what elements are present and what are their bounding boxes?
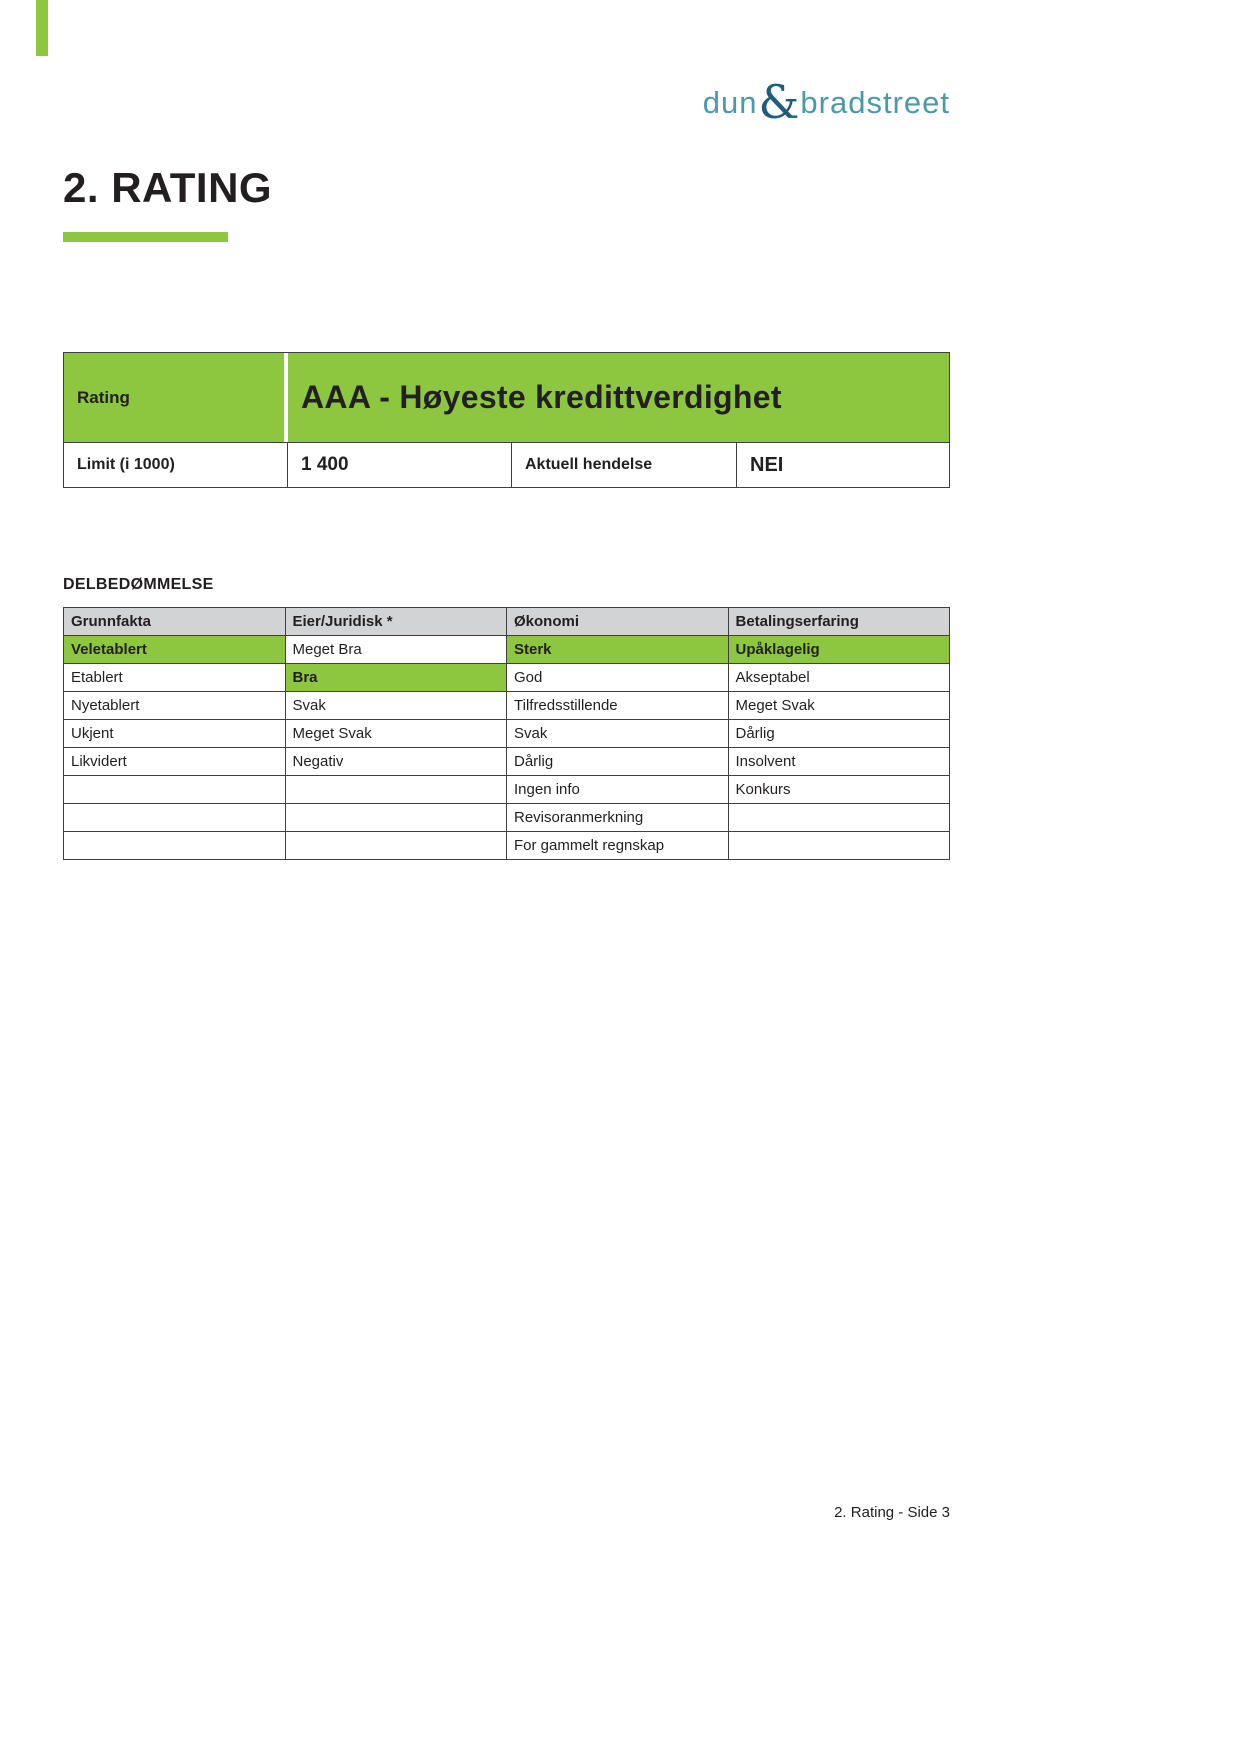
table-cell <box>64 776 286 804</box>
rating-label-cell: Rating <box>64 353 288 442</box>
table-cell <box>729 804 951 832</box>
column-header: Økonomi <box>507 608 729 636</box>
table-cell: Bra <box>286 664 508 692</box>
table-cell: Konkurs <box>729 776 951 804</box>
table-row <box>64 748 950 776</box>
title-underline <box>63 232 228 242</box>
event-value-cell: NEI <box>750 453 784 476</box>
table-cell: Meget Svak <box>286 720 508 748</box>
table-cell <box>286 804 508 832</box>
table-header-row <box>64 608 950 636</box>
table-cell <box>286 832 508 860</box>
table-cell: Nyetablert <box>64 692 286 720</box>
table-cell: Dårlig <box>729 720 951 748</box>
table-cell: Tilfredsstillende <box>507 692 729 720</box>
ampersand-icon: & <box>758 75 800 129</box>
logo-text-dun: dun <box>702 85 758 120</box>
table-cell: Veletablert <box>64 636 286 664</box>
limit-label-cell: Limit (i 1000) <box>64 443 288 487</box>
table-row <box>64 776 950 804</box>
table-cell: Ingen info <box>507 776 729 804</box>
table-cell: Negativ <box>286 748 508 776</box>
table-cell: Upåklagelig <box>729 636 951 664</box>
table-cell <box>64 804 286 832</box>
table-cell <box>64 832 286 860</box>
rating-table-row-2 <box>64 443 949 487</box>
page-footer: 2. Rating - Side 3 <box>834 1504 950 1521</box>
table-cell: Meget Bra <box>286 636 508 664</box>
rating-table <box>63 352 950 488</box>
table-cell <box>286 776 508 804</box>
table-row <box>64 832 950 860</box>
table-cell: Svak <box>286 692 508 720</box>
table-row <box>64 636 950 664</box>
table-cell <box>729 832 951 860</box>
table-row <box>64 804 950 832</box>
table-cell: Sterk <box>507 636 729 664</box>
table-cell: Likvidert <box>64 748 286 776</box>
table-cell: Revisoranmerkning <box>507 804 729 832</box>
table-row <box>64 692 950 720</box>
table-cell: Insolvent <box>729 748 951 776</box>
rating-table-row-1 <box>64 353 949 443</box>
table-cell: Meget Svak <box>729 692 951 720</box>
table-cell: Ukjent <box>64 720 286 748</box>
table-cell: Akseptabel <box>729 664 951 692</box>
table-cell: For gammelt regnskap <box>507 832 729 860</box>
delbedommelse-heading: DELBEDØMMELSE <box>63 576 214 593</box>
column-header: Betalingserfaring <box>729 608 951 636</box>
table-row <box>64 720 950 748</box>
dun-bradstreet-logo <box>63 70 950 129</box>
page-corner-mark <box>36 0 48 56</box>
table-cell: Dårlig <box>507 748 729 776</box>
column-header: Eier/Juridisk * <box>286 608 508 636</box>
table-cell: God <box>507 664 729 692</box>
limit-value-cell: 1 400 <box>288 443 512 487</box>
page-title: 2. RATING <box>63 164 273 211</box>
table-cell: Etablert <box>64 664 286 692</box>
logo-text-bradstreet: bradstreet <box>800 85 950 120</box>
rating-value-cell: AAA - Høyeste kredittverdighet <box>288 353 949 442</box>
table-row <box>64 664 950 692</box>
event-label-cell: Aktuell hendelse <box>512 443 737 487</box>
delbedommelse-table <box>63 607 950 860</box>
column-header: Grunnfakta <box>64 608 286 636</box>
table-cell: Svak <box>507 720 729 748</box>
